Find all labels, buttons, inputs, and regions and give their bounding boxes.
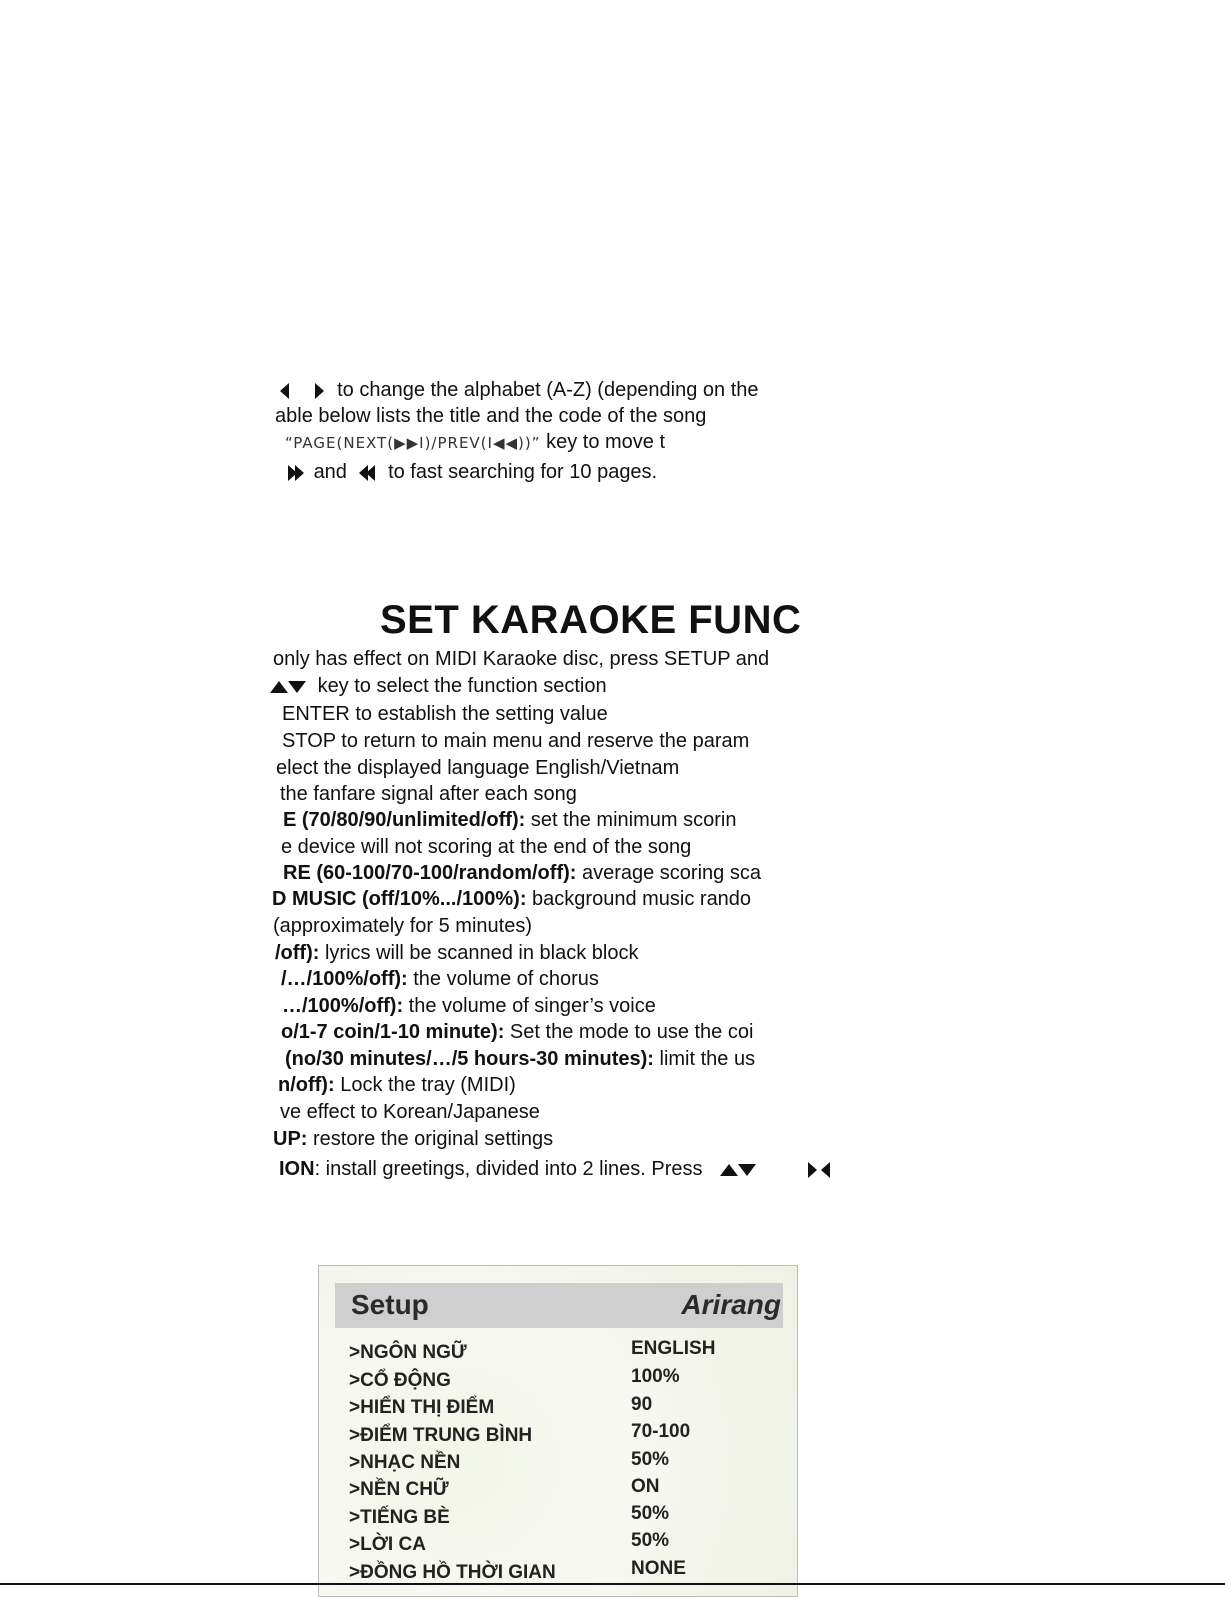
fast-rewind-icon <box>359 461 373 483</box>
instruction-line-alphabet <box>280 378 759 402</box>
setting-key: >HIỂN THỊ ĐIỂM <box>349 1397 495 1418</box>
setup-header-title: Setup <box>351 1289 429 1320</box>
body-line: e device will not scoring at the end of the song <box>281 836 692 858</box>
up-arrow-icon <box>270 681 288 693</box>
setting-value: 50% <box>631 1530 670 1551</box>
body-line: (no/30 minutes/…/5 hours-30 minutes): limit the us <box>285 1048 756 1070</box>
body-line: UP: restore the original settings <box>273 1128 554 1150</box>
setting-value: 100% <box>631 1366 680 1387</box>
setting-value: ENGLISH <box>631 1338 716 1359</box>
setting-value: 50% <box>631 1503 670 1524</box>
body-line: RE (60-100/70-100/random/off): average scoring sca <box>283 862 761 884</box>
down-arrow-icon <box>738 1164 756 1176</box>
body-line: /off): lyrics will be scanned in black block <box>275 942 639 964</box>
setting-value: NONE <box>631 1558 686 1579</box>
brand-label: Arirang <box>681 1289 781 1320</box>
body-line: STOP to return to main menu and reserve the param <box>282 730 750 752</box>
setting-key: >ĐỒNG HỒ THỜI GIAN <box>349 1562 556 1583</box>
body-line: /…/100%/off): the volume of chorus <box>281 968 599 990</box>
setting-value: 50% <box>631 1449 670 1470</box>
page-key-label: “PAGE(NEXT(▶▶I)/PREV(I◀◀))” <box>285 434 541 452</box>
right-arrow-icon <box>808 1162 817 1178</box>
setting-key: >LỜI CA <box>349 1534 426 1555</box>
instruction-text: key to move t <box>546 431 666 453</box>
instruction-text: to change the alphabet (A-Z) (depending on the <box>337 379 759 401</box>
left-arrow-icon <box>280 383 289 399</box>
body-line: …/100%/off): the volume of singer’s voice <box>282 995 656 1017</box>
body-line: elect the displayed language English/Vietnam <box>276 757 680 779</box>
left-arrow-icon <box>821 1162 830 1178</box>
body-line: the fanfare signal after each song <box>280 783 577 805</box>
body-line: n/off): Lock the tray (MIDI) <box>278 1074 516 1096</box>
setting-value: 90 <box>631 1394 653 1415</box>
instruction-line-page <box>285 430 665 455</box>
setting-key: >TIẾNG BÈ <box>349 1507 450 1528</box>
setting-key: >ĐIỂM TRUNG BÌNH <box>349 1425 533 1446</box>
body-line: E (70/80/90/unlimited/off): set the minimum scorin <box>283 809 737 831</box>
instruction-text: able below lists the title and the code of the song <box>275 405 707 427</box>
right-arrow-icon <box>315 383 324 399</box>
down-arrow-icon <box>288 681 306 693</box>
body-line: D MUSIC (off/10%.../100%): background music rando <box>272 888 752 910</box>
body-line: (approximately for 5 minutes) <box>273 915 532 937</box>
setup-header-bar <box>335 1283 783 1328</box>
setting-value: 70-100 <box>631 1421 691 1442</box>
setting-key: >NHẠC NỀN <box>349 1452 461 1473</box>
and-text: and <box>313 461 347 483</box>
body-line: ENTER to establish the setting value <box>282 703 608 725</box>
body-line: o/1-7 coin/1-10 minute): Set the mode to use the coi <box>281 1021 754 1043</box>
setting-key: >CỔ ĐỘNG <box>349 1370 451 1391</box>
body-line: only has effect on MIDI Karaoke disc, press SETUP and <box>273 648 770 670</box>
up-arrow-icon <box>720 1164 738 1176</box>
setting-key: >NỀN CHỮ <box>349 1479 449 1500</box>
setting-key: >NGÔN NGỮ <box>349 1342 467 1363</box>
instruction-line-fast <box>288 460 657 484</box>
instruction-text: to fast searching for 10 pages. <box>388 461 658 483</box>
setup-menu-screenshot <box>318 1265 798 1597</box>
body-line: key to select the function section <box>270 674 607 698</box>
section-title: SET KARAOKE FUNC <box>380 598 802 642</box>
fast-forward-icon <box>288 461 302 483</box>
setting-value: ON <box>631 1476 660 1497</box>
body-line: ve effect to Korean/Japanese <box>280 1101 540 1123</box>
body-line: ION: install greetings, divided into 2 lines. Press <box>279 1157 830 1181</box>
instruction-line-table <box>275 404 706 428</box>
